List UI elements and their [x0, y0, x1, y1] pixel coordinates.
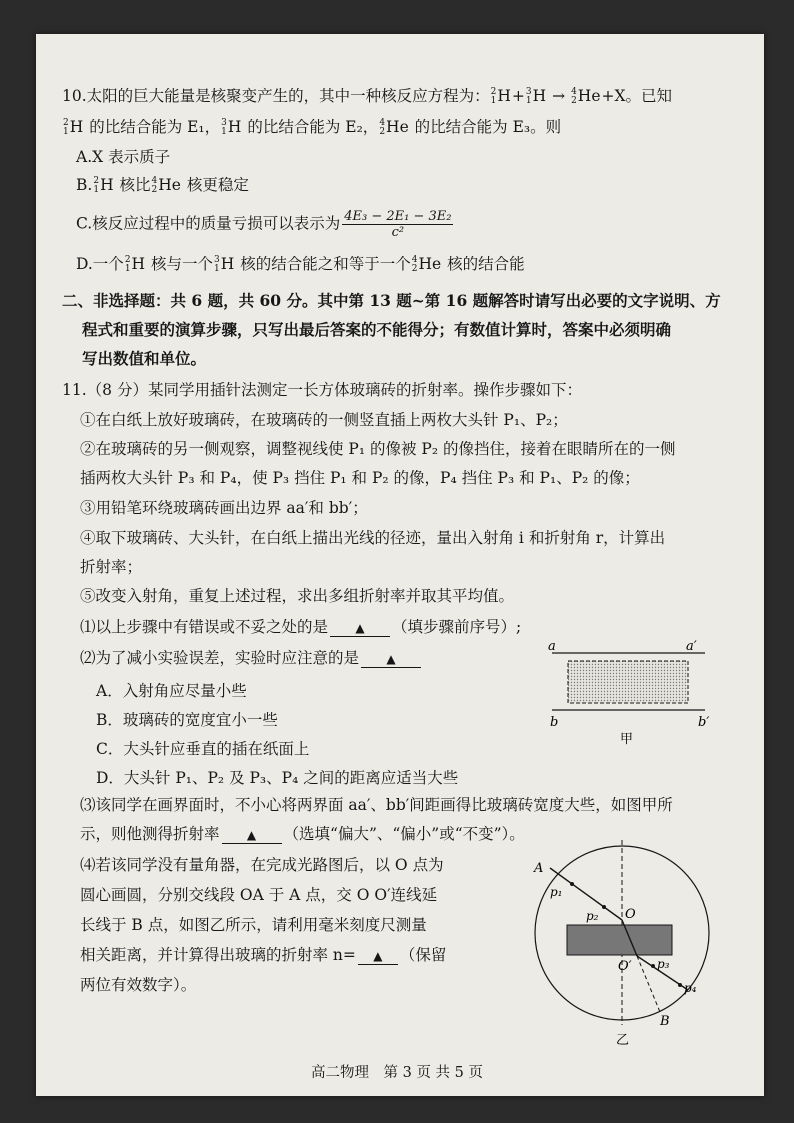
- q10-option-a: A.X 表示质子: [76, 148, 171, 166]
- label-O-prime: O′: [618, 959, 632, 974]
- q11-step-5: ⑤改变入射角，重复上述过程，求出多组折射率并取其平均值。: [80, 587, 515, 605]
- label-p1: p₁: [550, 885, 563, 899]
- pin-p2: [602, 905, 606, 909]
- label-p3: p₃: [657, 957, 670, 971]
- label-p4: p₄: [684, 981, 697, 995]
- q10-option-c: C.核反应过程中的质量亏损可以表示为 $\frac{\text{4E₃ − 2E₁ − 3E₂}}{\text{c²}}$: [76, 209, 452, 240]
- q11-step-1: ①在白纸上放好玻璃砖，在玻璃砖的一侧竖直插上两枚大头针 P₁、P₂；: [80, 411, 568, 429]
- q11-part-2: ⑵为了减小实验误差，实验时应注意的是 ▲: [80, 648, 423, 668]
- glass-brick: [568, 661, 688, 703]
- label-B: B: [660, 1014, 670, 1029]
- pin-p4: [678, 983, 682, 987]
- section2-heading-line2: 程式和重要的演算步骤，只写出最后答案的不能得分；有数值计算时，答案中必须明确: [82, 320, 672, 339]
- q11-choice-b: B．玻璃砖的宽度宜小一些: [96, 711, 278, 729]
- section2-heading-line1: 二、非选择题：共 6 题，共 60 分。其中第 13 题~第 16 题解答时请写出必要的文字说明、方: [62, 291, 721, 310]
- label-b: b: [550, 715, 559, 730]
- pin-p1: [570, 882, 574, 886]
- glass-block: [567, 925, 672, 955]
- q11-part-3-line1: ⑶该同学在画界面时，不小心将两界面 aa′、bb′间距画得比玻璃砖宽度大些，如图甲所: [80, 796, 673, 814]
- q11-step-4: ④取下玻璃砖、大头针，在白纸上描出光线的径迹，量出入射角 i 和折射角 r，计算出: [80, 529, 666, 547]
- label-a: a: [548, 639, 556, 654]
- section2-heading-line3: 写出数值和单位。: [82, 349, 207, 368]
- label-A: A: [534, 861, 544, 876]
- q11-part-4-line3: 长线于 B 点，如图乙所示，请利用毫米刻度尺测量: [80, 916, 427, 934]
- q11-step-2-cont: 插两枚大头针 P₃ 和 P₄，使 P₃ 挡住 P₁ 和 P₂ 的像，P₄ 挡住 P₃ 和 P₁、P₂ 的像；: [80, 469, 640, 487]
- caption-jia: 甲: [620, 732, 634, 746]
- nuclide-he4: 4 2 He: [571, 87, 601, 106]
- q11-part-4-line5: 两位有效数字）。: [80, 976, 197, 994]
- label-b-prime: b′: [698, 715, 710, 730]
- answer-blank-3[interactable]: ▲: [222, 827, 282, 844]
- figure-yi: [520, 820, 730, 1048]
- q11-part-1: ⑴以上步骤中有错误或不妥之处的是 ▲ （填步骤前序号）;: [80, 618, 522, 636]
- pin-p3: [651, 964, 655, 968]
- q11-intro: 11.（8 分）某同学用插针法测定一长方体玻璃砖的折射率。操作步骤如下：: [62, 381, 582, 399]
- page-footer: 高二物理 第 3 页 共 5 页: [311, 1065, 483, 1081]
- answer-blank-4[interactable]: ▲: [358, 948, 398, 965]
- label-p2: p₂: [586, 909, 599, 923]
- q11-part-4-line1: ⑷若该同学没有量角器，在完成光路图后，以 O 点为: [80, 856, 444, 874]
- nuclide-h3: 3 1 H: [525, 87, 547, 106]
- q10-option-d: D.一个 2 1 H 核与一个 3 1 H 核的结合能之和等于一个 4 2 He 核的结合能: [76, 255, 525, 274]
- q11-step-3: ③用铅笔环绕玻璃砖画出边界 aa′和 bb′；: [80, 499, 368, 517]
- label-O: O: [625, 907, 636, 922]
- answer-blank-1[interactable]: ▲: [330, 620, 390, 637]
- q10-option-b: B. 2 1 H 核比 4 2 He 核更稳定: [76, 176, 249, 195]
- answer-blank-2[interactable]: ▲: [361, 651, 421, 668]
- q11-choice-a: A．入射角应尽量小些: [96, 682, 247, 700]
- q10-stem-line1: 10.太阳的巨大能量是核聚变产生的，其中一种核反应方程为： 2 1 H+ 3 1 H → 4 2 He+X。已知: [62, 87, 673, 106]
- q11-part-4-line4: 相关距离，并计算得出玻璃的折射率 n= ▲ （保留: [80, 946, 447, 964]
- q11-choice-d: D．大头针 P₁、P₂ 及 P₃、P₄ 之间的距离应适当大些: [96, 769, 459, 787]
- nuclide-h2: 2 1 H: [490, 87, 511, 106]
- q11-step-2: ②在玻璃砖的另一侧观察，调整视线使 P₁ 的像被 P₂ 的像挡住，接着在眼睛所在的一侧: [80, 440, 676, 458]
- reaction-arrow: →: [552, 87, 566, 105]
- q11-part-3-line2: 示，则他测得折射率 ▲ （选填“偏大”、“偏小”或“不变”）。: [80, 825, 525, 843]
- figure-jia: [540, 636, 720, 746]
- mass-defect-fraction: $\frac{\text{4E₃ − 2E₁ − 3E₂}}{\text{c²}}$: [344, 209, 452, 240]
- q11-choice-c: C．大头针应垂直的插在纸面上: [96, 740, 310, 758]
- q11-part-4-line2: 圆心画圆，分别交线段 OA 于 A 点，交 O O′连线延: [80, 886, 438, 904]
- label-a-prime: a′: [686, 639, 697, 654]
- q11-step-4-cont: 折射率；: [80, 558, 143, 576]
- q10-stem-line2: 2 1 H 的比结合能为 E₁， 3 1 H 的比结合能为 E₂， 4 2 He 的比结合能为 E₃。则: [63, 118, 562, 137]
- caption-yi: 乙: [616, 1033, 630, 1048]
- q10-stem-text: 10.太阳的巨大能量是核聚变产生的，其中一种核反应方程为：: [62, 87, 490, 105]
